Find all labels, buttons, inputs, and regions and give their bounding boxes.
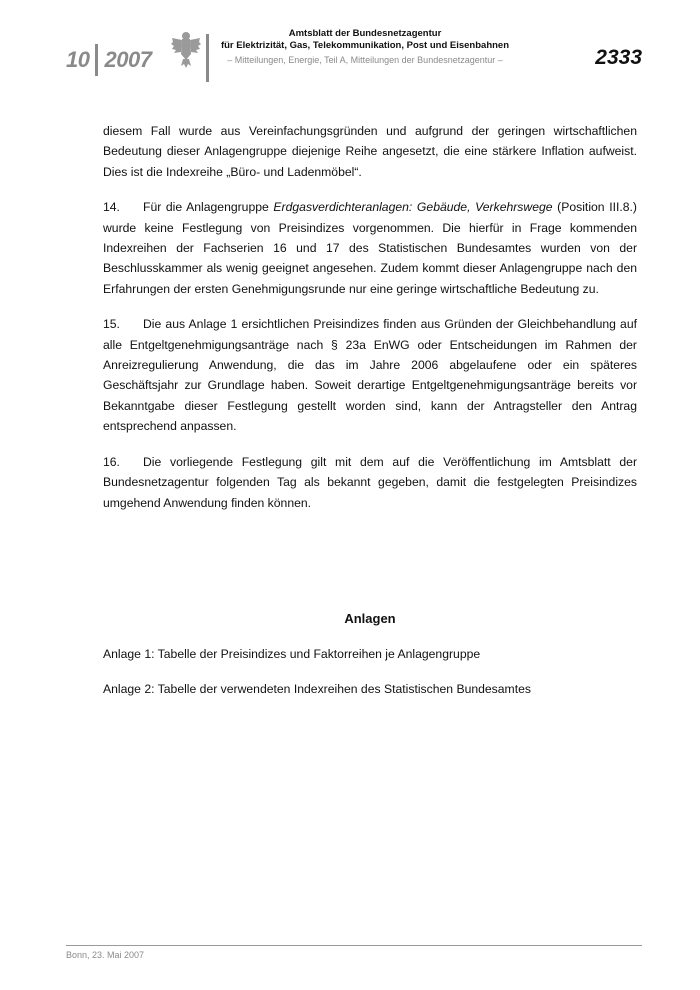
issue-divider: [95, 44, 98, 76]
paragraph-text: Die vorliegende Festlegung gilt mit dem auf die Veröffentlichung im Amtsblatt der Bundesnetzagentur folgenden Tag als bekannt gegeben, damit die festgelegten Preisindizes umgehend Anwendung finden können.: [103, 454, 637, 510]
paragraph-text: (Position III.8.) wurde keine Festlegung von Preisindizes vorgenommen. Die hierfür in Frage kommenden Indexreihen der Fachserien 16 und 17 des Statistischen Bundesamtes wurden von der Beschlusskammer als wenig geeignet angesehen. Zudem kommt dieser Anlagengruppe nach den Erfahrungen der ersten Genehmigungsrunde nur eine geringe wirtschaftliche Bedeutung zu.: [103, 200, 637, 296]
paragraph-number: 16.: [103, 454, 120, 469]
paragraph-continued: diesem Fall wurde aus Vereinfachungsgründen und aufgrund der geringen wirtschaftlichen Bedeutung dieser Anlagengruppe diejenige Reihe angesetzt, die eine stärkere Inflation aufweist. Dies ist die Indexreihe „Büro- und Ladenmöbel“.: [103, 124, 637, 179]
publication-title: Amtsblatt der Bundesnetzagentur: [288, 28, 442, 39]
publication-section: – Mitteilungen, Energie, Teil A, Mitteilungen der Bundesnetzagentur –: [227, 55, 503, 65]
federal-eagle-icon: [170, 28, 202, 70]
paragraph-15: [103, 314, 637, 436]
paragraph-14: [103, 197, 637, 299]
paragraph-number: 14.: [103, 200, 120, 215]
paragraph-emphasis: Erdgasverdichteranlagen: Gebäude, Verkehrswege: [273, 200, 553, 215]
paragraph-text: Die aus Anlage 1 ersichtlichen Preisindizes finden aus Gründen der Gleichbehandlung auf alle Entgeltgenehmigungsanträge nach § 23a EnWG oder Entscheidungen im Rahmen der Anreizregulierung Anwendung, die das im Jahre 2006 abgelaufene oder ein späteres Geschäftsjahr zur Grundlage haben. Soweit derartige Entgeltgenehmigungsanträge bereits vor Bekanntgabe dieser Festlegung gestellt worden sind, kann der Antragsteller den Antrag entsprechend anpassen.: [103, 317, 637, 434]
paragraph-text: Für die Anlagengruppe: [143, 200, 274, 215]
document-body: [103, 121, 637, 528]
paragraph-number: 15.: [103, 317, 120, 332]
issue-label: [66, 44, 151, 76]
paragraph-16: [103, 452, 637, 513]
footer-place-date: Bonn, 23. Mai 2007: [66, 950, 145, 960]
publication-subtitle: für Elektrizität, Gas, Telekommunikation, Post und Eisenbahnen: [220, 40, 510, 51]
page-number: 2333: [595, 46, 642, 69]
header-divider: [206, 34, 209, 82]
anlage-item-1: Anlage 1: Tabelle der Preisindizes und Faktorreihen je Anlagengruppe: [103, 647, 481, 661]
publication-header: [212, 28, 518, 66]
issue-number: 10: [66, 47, 90, 72]
issue-year: 2007: [104, 47, 152, 72]
anlagen-heading: Anlagen: [344, 611, 396, 626]
footer-divider: [66, 945, 642, 946]
anlage-item-2: Anlage 2: Tabelle der verwendeten Indexreihen des Statistischen Bundesamtes: [103, 682, 531, 696]
